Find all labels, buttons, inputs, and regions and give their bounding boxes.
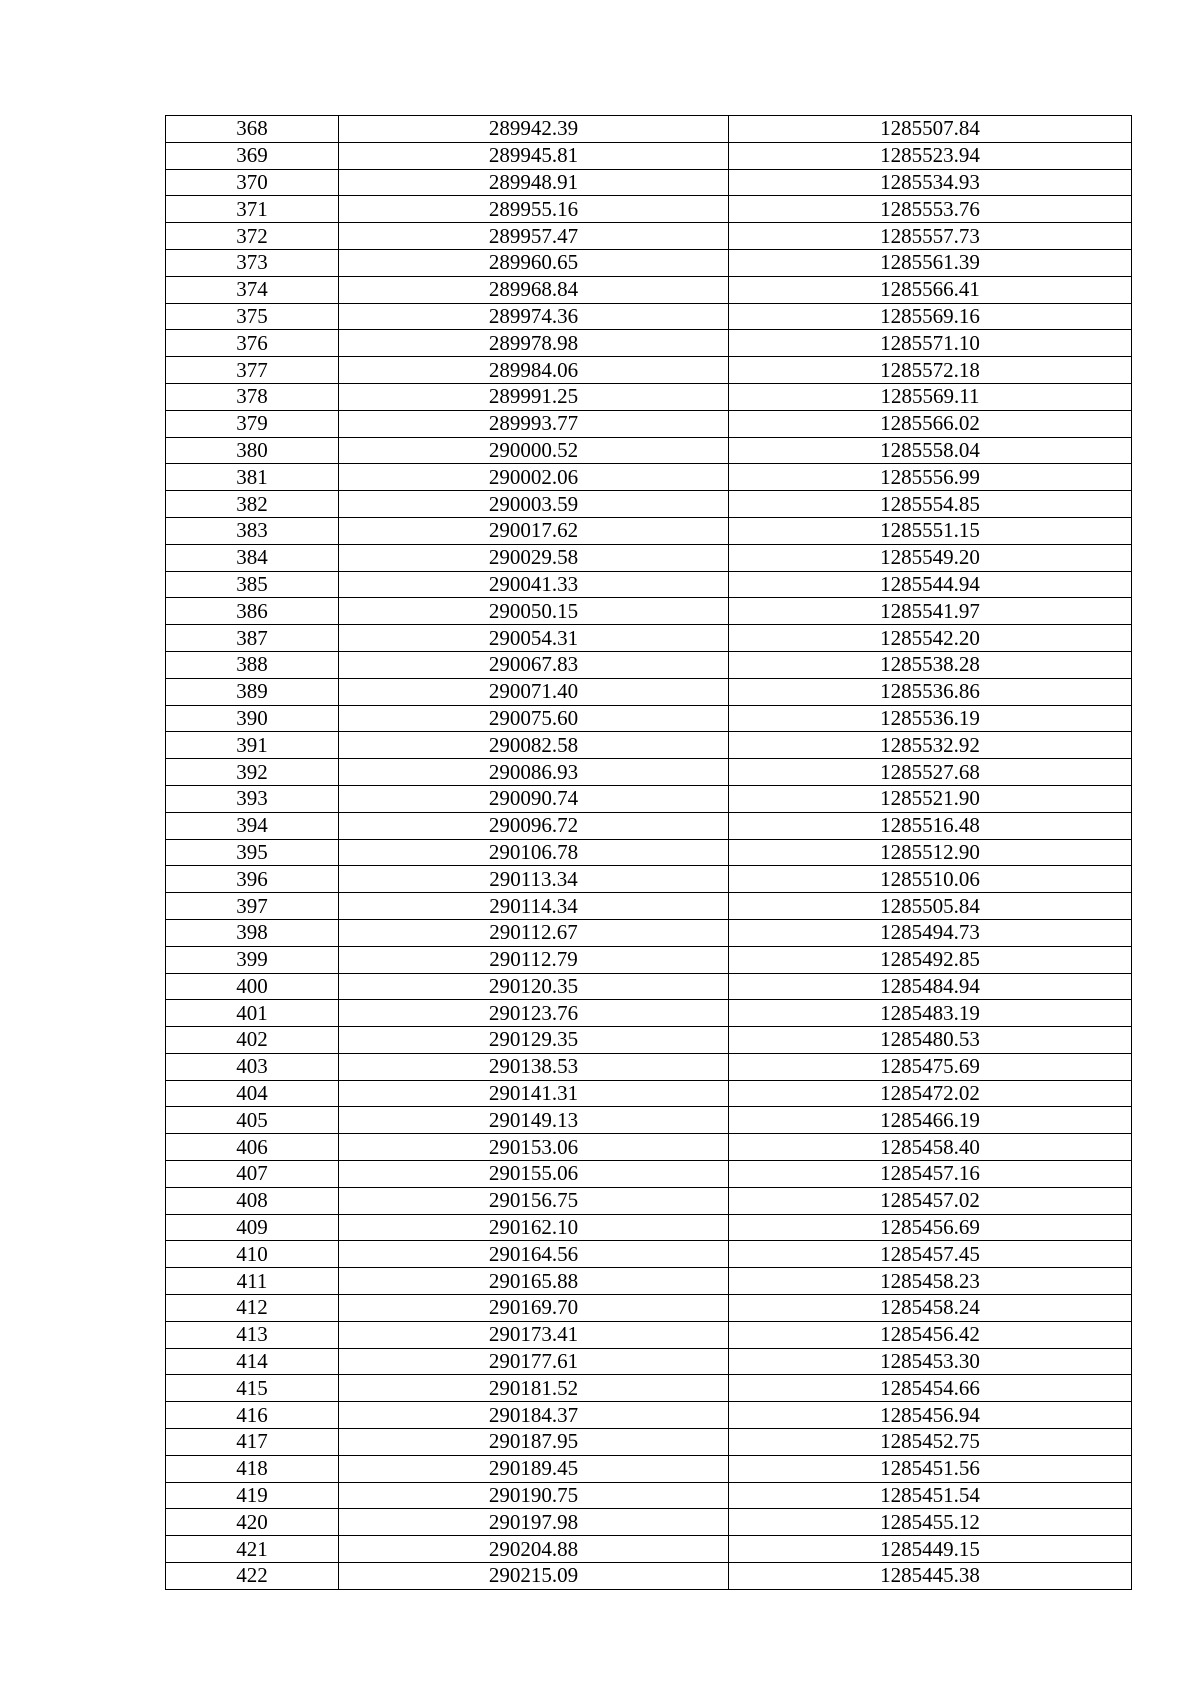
point-number-cell: 392 xyxy=(166,759,339,786)
point-number-cell: 413 xyxy=(166,1321,339,1348)
y-coordinate-cell: 1285451.56 xyxy=(729,1455,1132,1482)
point-number-cell: 370 xyxy=(166,169,339,196)
table-row xyxy=(166,142,1132,169)
y-coordinate-cell: 1285554.85 xyxy=(729,491,1132,518)
y-coordinate-cell: 1285549.20 xyxy=(729,544,1132,571)
y-coordinate-cell: 1285532.92 xyxy=(729,732,1132,759)
table-row xyxy=(166,1268,1132,1295)
point-number-cell: 387 xyxy=(166,625,339,652)
y-coordinate-cell: 1285542.20 xyxy=(729,625,1132,652)
point-number-cell: 412 xyxy=(166,1295,339,1322)
point-number-cell: 408 xyxy=(166,1187,339,1214)
x-coordinate-cell: 290075.60 xyxy=(339,705,729,732)
table-row xyxy=(166,651,1132,678)
point-number-cell: 390 xyxy=(166,705,339,732)
table-row xyxy=(166,812,1132,839)
table-row xyxy=(166,1134,1132,1161)
x-coordinate-cell: 290086.93 xyxy=(339,759,729,786)
x-coordinate-cell: 290000.52 xyxy=(339,437,729,464)
point-number-cell: 410 xyxy=(166,1241,339,1268)
table-row xyxy=(166,1563,1132,1590)
table-row xyxy=(166,249,1132,276)
x-coordinate-cell: 290082.58 xyxy=(339,732,729,759)
x-coordinate-cell: 289974.36 xyxy=(339,303,729,330)
x-coordinate-cell: 290181.52 xyxy=(339,1375,729,1402)
point-number-cell: 404 xyxy=(166,1080,339,1107)
point-number-cell: 386 xyxy=(166,598,339,625)
x-coordinate-cell: 290112.79 xyxy=(339,946,729,973)
y-coordinate-cell: 1285451.54 xyxy=(729,1482,1132,1509)
y-coordinate-cell: 1285456.42 xyxy=(729,1321,1132,1348)
y-coordinate-cell: 1285523.94 xyxy=(729,142,1132,169)
x-coordinate-cell: 290164.56 xyxy=(339,1241,729,1268)
y-coordinate-cell: 1285553.76 xyxy=(729,196,1132,223)
x-coordinate-cell: 290215.09 xyxy=(339,1563,729,1590)
y-coordinate-cell: 1285472.02 xyxy=(729,1080,1132,1107)
y-coordinate-cell: 1285449.15 xyxy=(729,1536,1132,1563)
y-coordinate-cell: 1285541.97 xyxy=(729,598,1132,625)
y-coordinate-cell: 1285512.90 xyxy=(729,839,1132,866)
x-coordinate-cell: 290197.98 xyxy=(339,1509,729,1536)
x-coordinate-cell: 289960.65 xyxy=(339,249,729,276)
x-coordinate-cell: 290141.31 xyxy=(339,1080,729,1107)
point-number-cell: 372 xyxy=(166,223,339,250)
x-coordinate-cell: 290096.72 xyxy=(339,812,729,839)
point-number-cell: 418 xyxy=(166,1455,339,1482)
y-coordinate-cell: 1285556.99 xyxy=(729,464,1132,491)
y-coordinate-cell: 1285557.73 xyxy=(729,223,1132,250)
table-row xyxy=(166,571,1132,598)
x-coordinate-cell: 289948.91 xyxy=(339,169,729,196)
point-number-cell: 394 xyxy=(166,812,339,839)
x-coordinate-cell: 290002.06 xyxy=(339,464,729,491)
table-row xyxy=(166,223,1132,250)
y-coordinate-cell: 1285475.69 xyxy=(729,1053,1132,1080)
x-coordinate-cell: 290169.70 xyxy=(339,1295,729,1322)
x-coordinate-cell: 289984.06 xyxy=(339,357,729,384)
point-number-cell: 421 xyxy=(166,1536,339,1563)
table-row xyxy=(166,1536,1132,1563)
table-row xyxy=(166,330,1132,357)
table-row xyxy=(166,839,1132,866)
point-number-cell: 377 xyxy=(166,357,339,384)
y-coordinate-cell: 1285458.40 xyxy=(729,1134,1132,1161)
table-row xyxy=(166,303,1132,330)
x-coordinate-cell: 290114.34 xyxy=(339,893,729,920)
table-row xyxy=(166,517,1132,544)
table-row xyxy=(166,759,1132,786)
point-number-cell: 379 xyxy=(166,410,339,437)
table-row xyxy=(166,866,1132,893)
x-coordinate-cell: 290090.74 xyxy=(339,785,729,812)
point-number-cell: 406 xyxy=(166,1134,339,1161)
x-coordinate-cell: 290123.76 xyxy=(339,1000,729,1027)
table-row xyxy=(166,1214,1132,1241)
point-number-cell: 405 xyxy=(166,1107,339,1134)
point-number-cell: 420 xyxy=(166,1509,339,1536)
point-number-cell: 378 xyxy=(166,383,339,410)
y-coordinate-cell: 1285466.19 xyxy=(729,1107,1132,1134)
x-coordinate-cell: 290106.78 xyxy=(339,839,729,866)
x-coordinate-cell: 290003.59 xyxy=(339,491,729,518)
table-row xyxy=(166,1027,1132,1054)
y-coordinate-cell: 1285507.84 xyxy=(729,116,1132,143)
table-row xyxy=(166,1241,1132,1268)
y-coordinate-cell: 1285452.75 xyxy=(729,1429,1132,1456)
y-coordinate-cell: 1285457.16 xyxy=(729,1161,1132,1188)
point-number-cell: 373 xyxy=(166,249,339,276)
x-coordinate-cell: 290184.37 xyxy=(339,1402,729,1429)
table-row xyxy=(166,1455,1132,1482)
y-coordinate-cell: 1285458.23 xyxy=(729,1268,1132,1295)
point-number-cell: 375 xyxy=(166,303,339,330)
y-coordinate-cell: 1285483.19 xyxy=(729,1000,1132,1027)
point-number-cell: 395 xyxy=(166,839,339,866)
table-row xyxy=(166,1482,1132,1509)
table-row xyxy=(166,1161,1132,1188)
y-coordinate-cell: 1285538.28 xyxy=(729,651,1132,678)
table-row xyxy=(166,732,1132,759)
point-number-cell: 402 xyxy=(166,1027,339,1054)
point-number-cell: 422 xyxy=(166,1563,339,1590)
x-coordinate-cell: 290189.45 xyxy=(339,1455,729,1482)
y-coordinate-cell: 1285505.84 xyxy=(729,893,1132,920)
x-coordinate-cell: 290138.53 xyxy=(339,1053,729,1080)
point-number-cell: 398 xyxy=(166,919,339,946)
x-coordinate-cell: 290149.13 xyxy=(339,1107,729,1134)
table-row xyxy=(166,678,1132,705)
point-number-cell: 399 xyxy=(166,946,339,973)
x-coordinate-cell: 290156.75 xyxy=(339,1187,729,1214)
table-row xyxy=(166,464,1132,491)
point-number-cell: 419 xyxy=(166,1482,339,1509)
y-coordinate-cell: 1285566.41 xyxy=(729,276,1132,303)
table-row xyxy=(166,276,1132,303)
x-coordinate-cell: 290190.75 xyxy=(339,1482,729,1509)
x-coordinate-cell: 289957.47 xyxy=(339,223,729,250)
table-row xyxy=(166,785,1132,812)
y-coordinate-cell: 1285445.38 xyxy=(729,1563,1132,1590)
point-number-cell: 401 xyxy=(166,1000,339,1027)
point-number-cell: 416 xyxy=(166,1402,339,1429)
point-number-cell: 382 xyxy=(166,491,339,518)
table-row xyxy=(166,1375,1132,1402)
table-row xyxy=(166,491,1132,518)
table-row xyxy=(166,1321,1132,1348)
point-number-cell: 397 xyxy=(166,893,339,920)
y-coordinate-cell: 1285569.16 xyxy=(729,303,1132,330)
x-coordinate-cell: 290054.31 xyxy=(339,625,729,652)
table-row xyxy=(166,598,1132,625)
table-row xyxy=(166,544,1132,571)
table-row xyxy=(166,893,1132,920)
x-coordinate-cell: 290112.67 xyxy=(339,919,729,946)
y-coordinate-cell: 1285457.02 xyxy=(729,1187,1132,1214)
point-number-cell: 388 xyxy=(166,651,339,678)
y-coordinate-cell: 1285454.66 xyxy=(729,1375,1132,1402)
y-coordinate-cell: 1285456.94 xyxy=(729,1402,1132,1429)
y-coordinate-cell: 1285455.12 xyxy=(729,1509,1132,1536)
x-coordinate-cell: 290155.06 xyxy=(339,1161,729,1188)
y-coordinate-cell: 1285521.90 xyxy=(729,785,1132,812)
table-row xyxy=(166,1187,1132,1214)
x-coordinate-cell: 290113.34 xyxy=(339,866,729,893)
table-row xyxy=(166,169,1132,196)
y-coordinate-cell: 1285536.19 xyxy=(729,705,1132,732)
y-coordinate-cell: 1285572.18 xyxy=(729,357,1132,384)
point-number-cell: 389 xyxy=(166,678,339,705)
table-row xyxy=(166,410,1132,437)
table-row xyxy=(166,946,1132,973)
table-row xyxy=(166,357,1132,384)
x-coordinate-cell: 289993.77 xyxy=(339,410,729,437)
x-coordinate-cell: 289978.98 xyxy=(339,330,729,357)
x-coordinate-cell: 290120.35 xyxy=(339,973,729,1000)
point-number-cell: 368 xyxy=(166,116,339,143)
x-coordinate-cell: 289945.81 xyxy=(339,142,729,169)
x-coordinate-cell: 290029.58 xyxy=(339,544,729,571)
point-number-cell: 400 xyxy=(166,973,339,1000)
point-number-cell: 396 xyxy=(166,866,339,893)
y-coordinate-cell: 1285458.24 xyxy=(729,1295,1132,1322)
point-number-cell: 403 xyxy=(166,1053,339,1080)
x-coordinate-cell: 290017.62 xyxy=(339,517,729,544)
y-coordinate-cell: 1285494.73 xyxy=(729,919,1132,946)
point-number-cell: 391 xyxy=(166,732,339,759)
y-coordinate-cell: 1285558.04 xyxy=(729,437,1132,464)
table-row xyxy=(166,116,1132,143)
x-coordinate-cell: 289968.84 xyxy=(339,276,729,303)
point-number-cell: 407 xyxy=(166,1161,339,1188)
point-number-cell: 369 xyxy=(166,142,339,169)
y-coordinate-cell: 1285544.94 xyxy=(729,571,1132,598)
y-coordinate-cell: 1285571.10 xyxy=(729,330,1132,357)
point-number-cell: 411 xyxy=(166,1268,339,1295)
y-coordinate-cell: 1285566.02 xyxy=(729,410,1132,437)
y-coordinate-cell: 1285569.11 xyxy=(729,383,1132,410)
x-coordinate-cell: 290162.10 xyxy=(339,1214,729,1241)
point-number-cell: 380 xyxy=(166,437,339,464)
table-row xyxy=(166,973,1132,1000)
y-coordinate-cell: 1285457.45 xyxy=(729,1241,1132,1268)
y-coordinate-cell: 1285492.85 xyxy=(729,946,1132,973)
point-number-cell: 414 xyxy=(166,1348,339,1375)
y-coordinate-cell: 1285551.15 xyxy=(729,517,1132,544)
x-coordinate-cell: 290187.95 xyxy=(339,1429,729,1456)
table-row xyxy=(166,625,1132,652)
table-row xyxy=(166,383,1132,410)
x-coordinate-cell: 290204.88 xyxy=(339,1536,729,1563)
y-coordinate-cell: 1285456.69 xyxy=(729,1214,1132,1241)
y-coordinate-cell: 1285484.94 xyxy=(729,973,1132,1000)
table-row xyxy=(166,437,1132,464)
table-row xyxy=(166,1509,1132,1536)
x-coordinate-cell: 290071.40 xyxy=(339,678,729,705)
x-coordinate-cell: 290041.33 xyxy=(339,571,729,598)
x-coordinate-cell: 290177.61 xyxy=(339,1348,729,1375)
table-row xyxy=(166,1000,1132,1027)
coordinate-table-body xyxy=(166,116,1132,1590)
point-number-cell: 385 xyxy=(166,571,339,598)
y-coordinate-cell: 1285510.06 xyxy=(729,866,1132,893)
y-coordinate-cell: 1285480.53 xyxy=(729,1027,1132,1054)
point-number-cell: 384 xyxy=(166,544,339,571)
y-coordinate-cell: 1285561.39 xyxy=(729,249,1132,276)
point-number-cell: 393 xyxy=(166,785,339,812)
x-coordinate-cell: 289942.39 xyxy=(339,116,729,143)
point-number-cell: 415 xyxy=(166,1375,339,1402)
table-row xyxy=(166,1402,1132,1429)
x-coordinate-cell: 289991.25 xyxy=(339,383,729,410)
x-coordinate-cell: 290067.83 xyxy=(339,651,729,678)
x-coordinate-cell: 290173.41 xyxy=(339,1321,729,1348)
x-coordinate-cell: 290153.06 xyxy=(339,1134,729,1161)
point-number-cell: 376 xyxy=(166,330,339,357)
point-number-cell: 417 xyxy=(166,1429,339,1456)
table-row xyxy=(166,1348,1132,1375)
x-coordinate-cell: 290050.15 xyxy=(339,598,729,625)
x-coordinate-cell: 290129.35 xyxy=(339,1027,729,1054)
y-coordinate-cell: 1285527.68 xyxy=(729,759,1132,786)
y-coordinate-cell: 1285516.48 xyxy=(729,812,1132,839)
y-coordinate-cell: 1285536.86 xyxy=(729,678,1132,705)
y-coordinate-cell: 1285534.93 xyxy=(729,169,1132,196)
point-number-cell: 371 xyxy=(166,196,339,223)
point-number-cell: 381 xyxy=(166,464,339,491)
point-number-cell: 409 xyxy=(166,1214,339,1241)
point-number-cell: 383 xyxy=(166,517,339,544)
table-row xyxy=(166,1080,1132,1107)
y-coordinate-cell: 1285453.30 xyxy=(729,1348,1132,1375)
coordinate-table xyxy=(165,115,1132,1590)
table-row xyxy=(166,1107,1132,1134)
table-row xyxy=(166,1429,1132,1456)
table-row xyxy=(166,196,1132,223)
table-row xyxy=(166,919,1132,946)
table-row xyxy=(166,1053,1132,1080)
table-row xyxy=(166,705,1132,732)
x-coordinate-cell: 289955.16 xyxy=(339,196,729,223)
point-number-cell: 374 xyxy=(166,276,339,303)
x-coordinate-cell: 290165.88 xyxy=(339,1268,729,1295)
table-row xyxy=(166,1295,1132,1322)
